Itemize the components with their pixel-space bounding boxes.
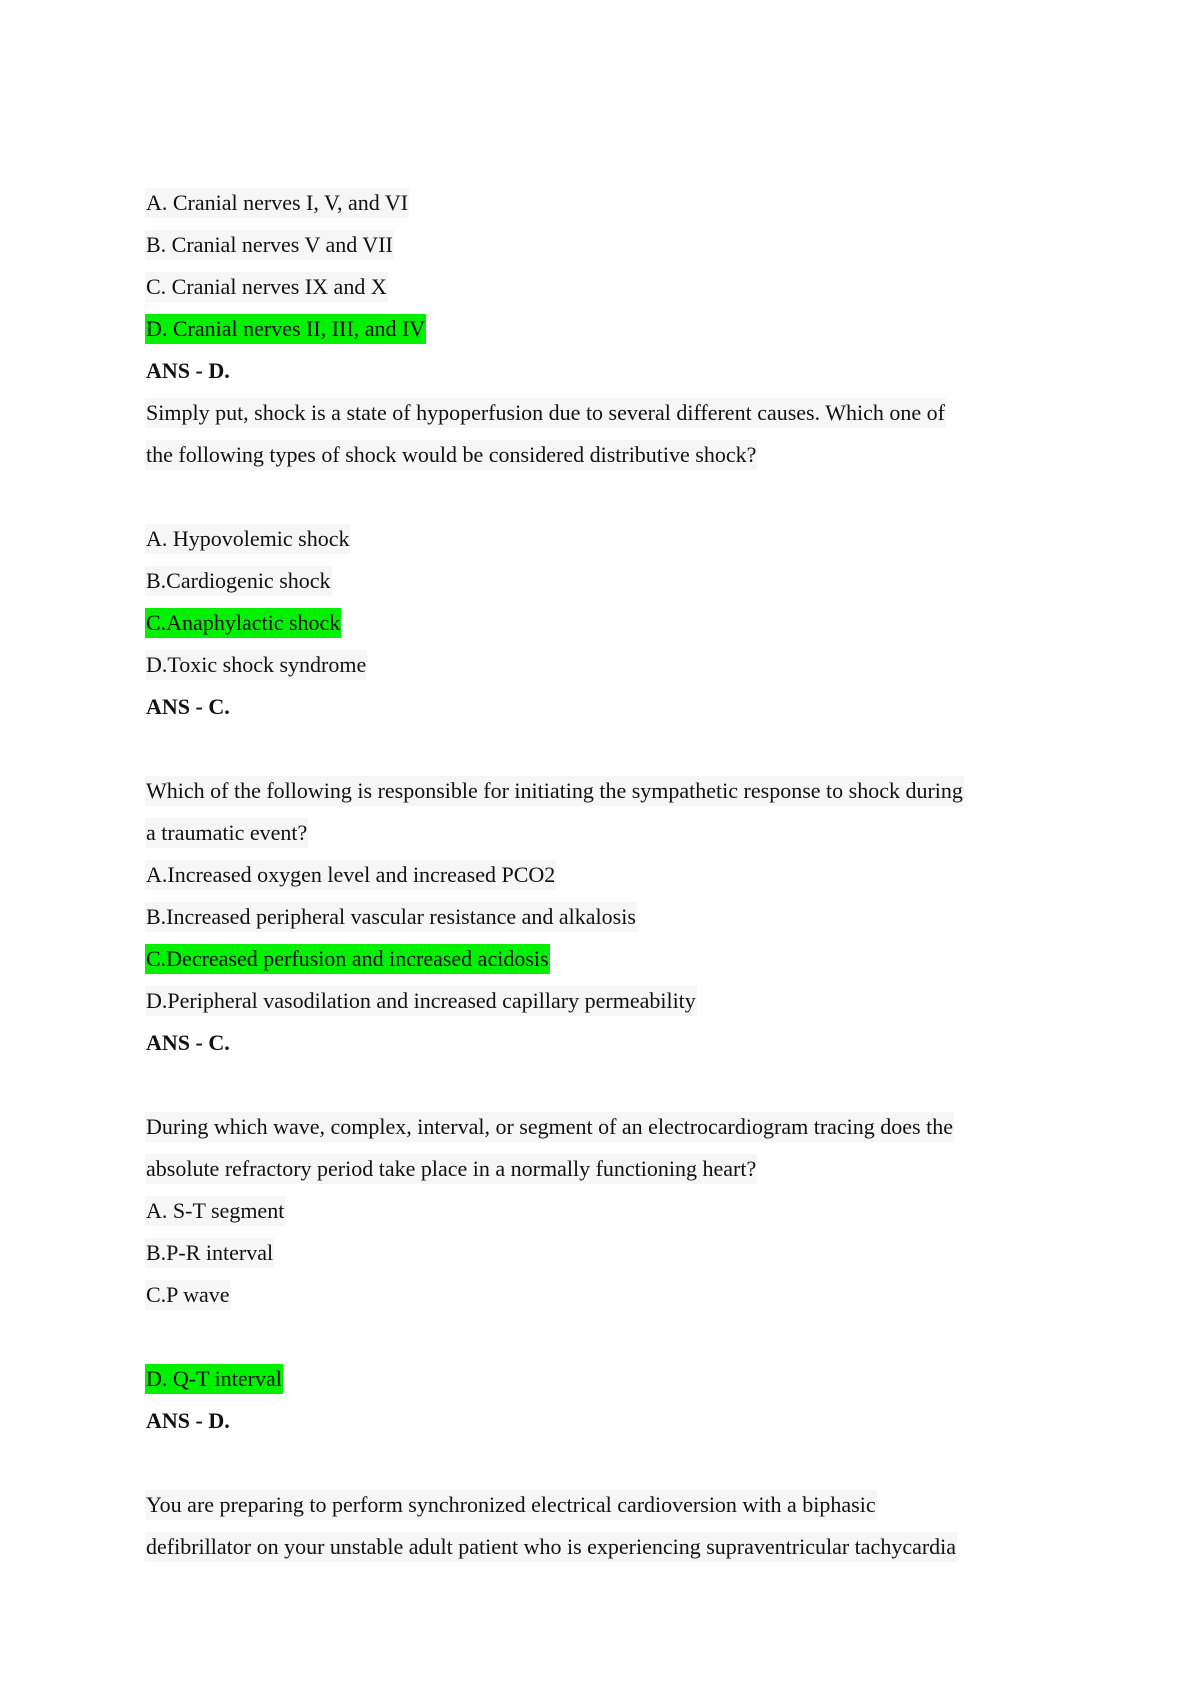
q1-option-a-text: A. Cranial nerves I, V, and VI <box>145 188 409 218</box>
q3-option-c-text: C.Decreased perfusion and increased acidosis <box>145 944 550 974</box>
q2-option-c-text: C.Anaphylactic shock <box>145 608 341 638</box>
q4-question-text-1: During which wave, complex, interval, or segment of an electrocardiogram tracing does the <box>145 1112 954 1142</box>
q2-question-line-1 <box>145 392 1045 434</box>
q4-option-a <box>145 1190 1045 1232</box>
q4-answer <box>145 1400 1045 1442</box>
q5-question-text-1: You are preparing to perform synchronized electrical cardioversion with a biphasic <box>145 1490 877 1520</box>
q3-option-a <box>145 854 1045 896</box>
q3-option-c-correct <box>145 938 1045 980</box>
q4-question-line-1 <box>145 1106 1045 1148</box>
spacer <box>145 1442 1045 1484</box>
q3-question-text-1: Which of the following is responsible for initiating the sympathetic response to shock during <box>145 776 964 806</box>
q1-option-b <box>145 224 1045 266</box>
q2-option-a <box>145 518 1045 560</box>
spacer <box>145 728 1045 770</box>
spacer <box>145 1316 1045 1358</box>
q2-option-b-text: B.Cardiogenic shock <box>145 566 332 596</box>
q4-answer-text: ANS - D. <box>146 1408 230 1433</box>
document-content <box>145 182 1045 1568</box>
q2-answer-text: ANS - C. <box>146 694 230 719</box>
q5-question-line-1 <box>145 1484 1045 1526</box>
q1-answer <box>145 350 1045 392</box>
q2-option-c-correct <box>145 602 1045 644</box>
q4-option-c <box>145 1274 1045 1316</box>
q3-answer <box>145 1022 1045 1064</box>
q1-option-c-text: C. Cranial nerves IX and X <box>145 272 388 302</box>
q2-question-text-2: the following types of shock would be considered distributive shock? <box>145 440 757 470</box>
q4-option-b-text: B.P-R interval <box>145 1238 274 1268</box>
q1-option-d-text: D. Cranial nerves II, III, and IV <box>145 314 426 344</box>
q1-option-a <box>145 182 1045 224</box>
q2-option-b <box>145 560 1045 602</box>
q4-option-b <box>145 1232 1045 1274</box>
q4-option-a-text: A. S-T segment <box>145 1196 285 1226</box>
q4-question-text-2: absolute refractory period take place in a normally functioning heart? <box>145 1154 757 1184</box>
q3-option-d <box>145 980 1045 1022</box>
q3-option-b-text: B.Increased peripheral vascular resistance and alkalosis <box>145 902 637 932</box>
q2-question-line-2 <box>145 434 1045 476</box>
spacer <box>145 476 1045 518</box>
q2-option-a-text: A. Hypovolemic shock <box>145 524 350 554</box>
q2-answer <box>145 686 1045 728</box>
q2-question-text-1: Simply put, shock is a state of hypoperfusion due to several different causes. Which one of <box>145 398 946 428</box>
q4-question-line-2 <box>145 1148 1045 1190</box>
q4-option-d-correct <box>145 1358 1045 1400</box>
q3-option-a-text: A.Increased oxygen level and increased PCO2 <box>145 860 556 890</box>
q4-option-d-text: D. Q-T interval <box>145 1364 283 1394</box>
q1-answer-text: ANS - D. <box>146 358 230 383</box>
q3-option-d-text: D.Peripheral vasodilation and increased capillary permeability <box>145 986 697 1016</box>
q1-option-b-text: B. Cranial nerves V and VII <box>145 230 394 260</box>
q5-question-text-2: defibrillator on your unstable adult patient who is experiencing supraventricular tachycardia <box>145 1532 957 1562</box>
q3-question-line-1 <box>145 770 1045 812</box>
q3-question-line-2 <box>145 812 1045 854</box>
q5-question-line-2 <box>145 1526 1045 1568</box>
q2-option-d <box>145 644 1045 686</box>
q3-option-b <box>145 896 1045 938</box>
q3-answer-text: ANS - C. <box>146 1030 230 1055</box>
q1-option-d-correct <box>145 308 1045 350</box>
q4-option-c-text: C.P wave <box>145 1280 231 1310</box>
q3-question-text-2: a traumatic event? <box>145 818 308 848</box>
q2-option-d-text: D.Toxic shock syndrome <box>145 650 367 680</box>
spacer <box>145 1064 1045 1106</box>
q1-option-c <box>145 266 1045 308</box>
